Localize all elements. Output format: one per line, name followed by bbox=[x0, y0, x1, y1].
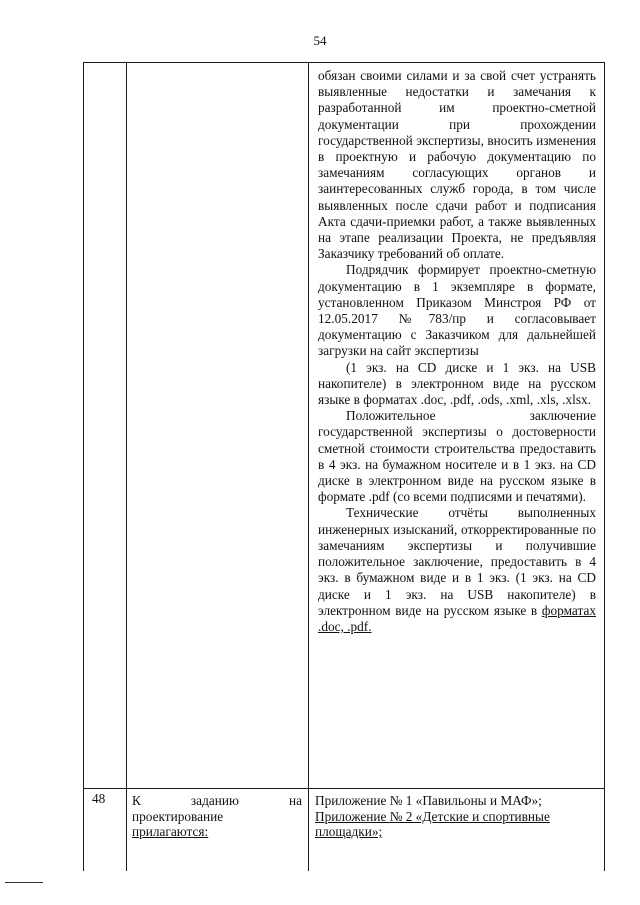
page-number: 54 bbox=[313, 33, 327, 48]
table-border-left bbox=[83, 62, 84, 871]
technical-reports-text: Технические отчёты выполненных инженерных изысканий, откорректированные по замечаниям экспертизы и получившие положительное заключение, предоставить в 4 экз. в бумажном виде и в 1 экз. (1 экз. на CD диске и 1 экз. на USB накопителе) в электронном виде на русском языке в bbox=[318, 505, 596, 618]
row-48-label-line-3: прилагаются: bbox=[132, 824, 209, 839]
appendix-1: Приложение № 1 «Павильоны и МАФ»; bbox=[315, 793, 542, 808]
expertise-conclusion-paragraph: Положительное заключение государственной экспертизы о достоверности сметной стоимости строительства предоставить в 4 экз. на бумажном носителе и в 1 экз. на CD диске в электронном виде на русском языке в формате .pdf (со всеми подписями и печатями). bbox=[318, 408, 596, 505]
row-48-label-line-2: проектирование bbox=[132, 808, 224, 824]
table-border-right bbox=[604, 62, 605, 871]
table-column-divider-1 bbox=[126, 62, 127, 871]
row-48-label bbox=[132, 793, 302, 840]
row-48-label-word-1: К bbox=[132, 793, 141, 808]
row-48-appendices bbox=[315, 793, 597, 840]
row-48-label-word-2: заданию bbox=[190, 793, 239, 808]
obligation-paragraph: обязан своими силами и за свой счет устранять выявленные недостатки и замечания к разработанной им проектно-сметной документации при прохождении государственной экспертизы, вносить изменения в проектную и рабочую документацию по замечаниям согласующих органов и заинтересованных служб города, в том числе выявленных после сдачи работ и подписания Акта сдачи-приемки работ, а также выявленных на этапе реализации Проекта, не предъявляя Заказчику требований об оплате. bbox=[318, 68, 596, 262]
table-row-divider bbox=[83, 788, 605, 789]
documentation-format-paragraph: Подрядчик формирует проектно-сметную документацию в 1 экземпляре в формате, установленном Приказом Минстроя РФ от 12.05.2017 №783/пр и согласовывает документацию с Заказчиком для дальнейшей загрузки на сайт экспертизы bbox=[318, 262, 596, 359]
electronic-copies-paragraph: (1 экз. на CD диске и 1 экз. на USB накопителе) в электронном виде на русском языке в форматах .doc, .pdf, .ods, .xml, .xls, .xlsx. bbox=[318, 359, 596, 408]
table-column-divider-2 bbox=[308, 62, 309, 871]
row-47-content bbox=[318, 68, 596, 635]
technical-reports-paragraph bbox=[318, 505, 596, 635]
table-border-top bbox=[83, 62, 605, 63]
row-48-number: 48 bbox=[92, 791, 106, 806]
appendix-2: Приложение № 2 «Детские и спортивные площадки»; bbox=[315, 808, 550, 839]
row-48-label-word-3: на bbox=[288, 793, 302, 808]
footnote-separator bbox=[5, 882, 43, 883]
technical-reports-formats: форматах .doc, .pdf. bbox=[318, 602, 597, 634]
